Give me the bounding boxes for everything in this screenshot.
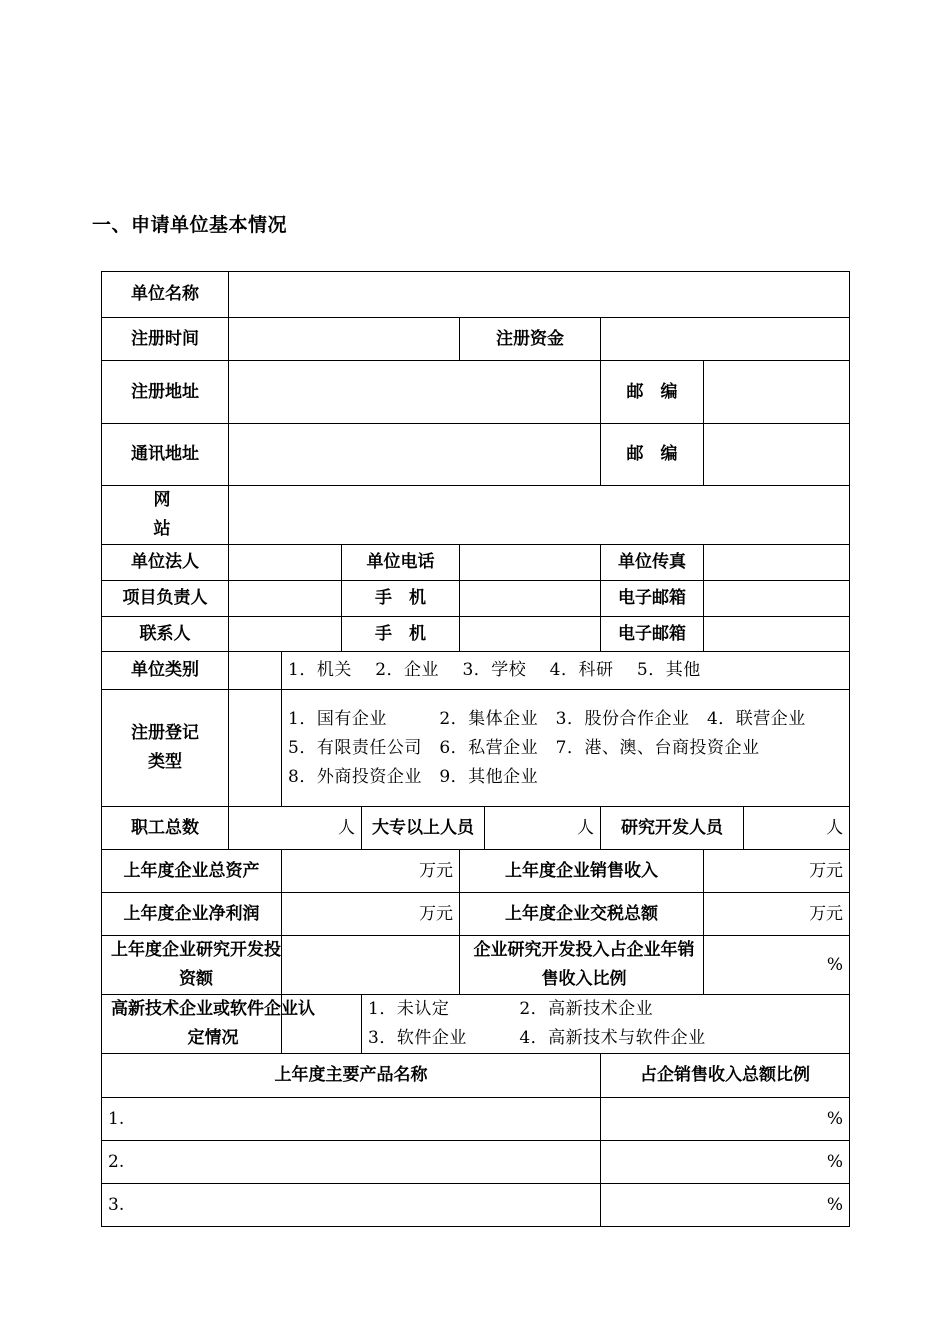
unit-name-field[interactable]	[229, 272, 850, 318]
college-staff-field[interactable]	[485, 807, 601, 850]
product-row-2[interactable]	[102, 1141, 601, 1184]
basic-info-form	[101, 271, 850, 1227]
unit-person-2: 人	[577, 817, 594, 838]
unit-percent-4: %	[826, 1194, 844, 1215]
rd-staff-field[interactable]	[744, 807, 850, 850]
label-rd-ratio	[460, 936, 704, 995]
mobile-field-2[interactable]	[460, 617, 601, 652]
unit-category-options	[282, 652, 850, 690]
section-title: 一、申请单位基本情况	[92, 214, 288, 236]
reg-type-code-field[interactable]	[229, 690, 282, 807]
label-rd-staff: 研究开发人员	[601, 807, 744, 850]
label-hitech-status	[102, 995, 315, 1054]
product-row-3-index: 3.	[108, 1194, 125, 1215]
rd-ratio-field[interactable]	[704, 936, 850, 995]
reg-type-options	[282, 690, 850, 807]
hitech-option-line-1: 1．未认定 2．高新技术企业	[368, 999, 654, 1019]
label-reg-type-text: 注册登记类型	[131, 723, 199, 772]
unit-wanyuan-2: 万元	[809, 860, 844, 881]
label-sales-revenue: 上年度企业销售收入	[460, 850, 704, 893]
unit-wanyuan-3: 万元	[419, 903, 453, 924]
label-website: 网 站	[102, 486, 229, 545]
label-rd-investment-text: 上年度企业研究开发投资额	[111, 940, 281, 989]
reg-type-option-line-3: 8．外商投资企业 9．其他企业	[288, 766, 539, 787]
label-reg-capital: 注册资金	[460, 318, 601, 361]
label-reg-time: 注册时间	[102, 318, 229, 361]
unit-wanyuan-4: 万元	[809, 903, 844, 924]
product-share-3[interactable]	[601, 1184, 850, 1227]
email-field-2[interactable]	[704, 617, 850, 652]
website-field[interactable]	[229, 486, 850, 545]
total-staff-field[interactable]	[229, 807, 362, 850]
mail-address-field[interactable]	[229, 424, 601, 486]
label-reg-type	[102, 690, 229, 807]
label-contact: 联系人	[102, 617, 229, 652]
product-share-2[interactable]	[601, 1141, 850, 1184]
label-project-leader: 项目负责人	[102, 581, 229, 617]
label-postcode-1: 邮 编	[601, 361, 704, 424]
unit-person-3: 人	[826, 817, 844, 838]
label-email-2: 电子邮箱	[601, 617, 704, 652]
label-mobile-1: 手 机	[342, 581, 460, 617]
contact-field[interactable]	[229, 617, 342, 652]
postcode-field-1[interactable]	[704, 361, 850, 424]
unit-wanyuan-1: 万元	[419, 860, 453, 881]
label-reg-address: 注册地址	[102, 361, 229, 424]
label-college-staff: 大专以上人员	[362, 807, 485, 850]
label-total-tax: 上年度企业交税总额	[460, 893, 704, 936]
unit-person-1: 人	[338, 817, 355, 838]
mobile-field-1[interactable]	[460, 581, 601, 617]
product-row-1-index: 1.	[108, 1108, 125, 1129]
label-rd-ratio-text: 企业研究开发投入占企业年销售收入比例	[473, 940, 695, 989]
unit-category-options-text: 1．机关 2．企业 3．学校 4．科研 5．其他	[288, 660, 701, 680]
total-tax-field[interactable]	[704, 893, 850, 936]
unit-phone-field[interactable]	[460, 545, 601, 581]
label-product-share: 占企销售收入总额比例	[601, 1054, 850, 1098]
product-row-3[interactable]	[102, 1184, 601, 1227]
reg-address-field[interactable]	[229, 361, 601, 424]
product-row-2-index: 2.	[108, 1151, 125, 1172]
label-unit-category: 单位类别	[102, 652, 229, 690]
reg-time-field[interactable]	[229, 318, 460, 361]
product-share-1[interactable]	[601, 1098, 850, 1141]
reg-type-option-line-1: 1．国有企业 2．集体企业 3．股份合作企业 4．联营企业	[288, 708, 806, 729]
legal-person-field[interactable]	[229, 545, 342, 581]
reg-capital-field[interactable]	[601, 318, 850, 361]
label-mobile-2: 手 机	[342, 617, 460, 652]
unit-percent-2: %	[826, 1108, 844, 1129]
postcode-field-2[interactable]	[704, 424, 850, 486]
label-postcode-2: 邮 编	[601, 424, 704, 486]
net-profit-field[interactable]	[282, 893, 460, 936]
total-assets-field[interactable]	[282, 850, 460, 893]
hitech-option-line-2: 3．软件企业 4．高新技术与软件企业	[368, 1028, 706, 1048]
rd-investment-field[interactable]	[282, 936, 460, 995]
label-legal-person: 单位法人	[102, 545, 229, 581]
label-main-products: 上年度主要产品名称	[102, 1054, 601, 1098]
reg-type-option-line-2: 5．有限责任公司 6．私营企业 7．港、澳、台商投资企业	[288, 737, 760, 758]
unit-fax-field[interactable]	[704, 545, 850, 581]
label-total-staff: 职工总数	[102, 807, 229, 850]
label-unit-name: 单位名称	[102, 272, 229, 318]
label-rd-investment	[102, 936, 282, 995]
unit-category-code-field[interactable]	[229, 652, 282, 690]
unit-percent-3: %	[826, 1151, 844, 1172]
email-field-1[interactable]	[704, 581, 850, 617]
project-leader-field[interactable]	[229, 581, 342, 617]
product-row-1[interactable]	[102, 1098, 601, 1141]
label-email-1: 电子邮箱	[601, 581, 704, 617]
label-unit-phone: 单位电话	[342, 545, 460, 581]
label-mail-address: 通讯地址	[102, 424, 229, 486]
label-total-assets: 上年度企业总资产	[102, 850, 282, 893]
label-hitech-status-text: 高新技术企业或软件企业认定情况	[111, 999, 315, 1048]
label-net-profit: 上年度企业净利润	[102, 893, 282, 936]
sales-revenue-field[interactable]	[704, 850, 850, 893]
hitech-options	[362, 995, 850, 1054]
unit-percent-1: %	[826, 954, 844, 975]
label-unit-fax: 单位传真	[601, 545, 704, 581]
